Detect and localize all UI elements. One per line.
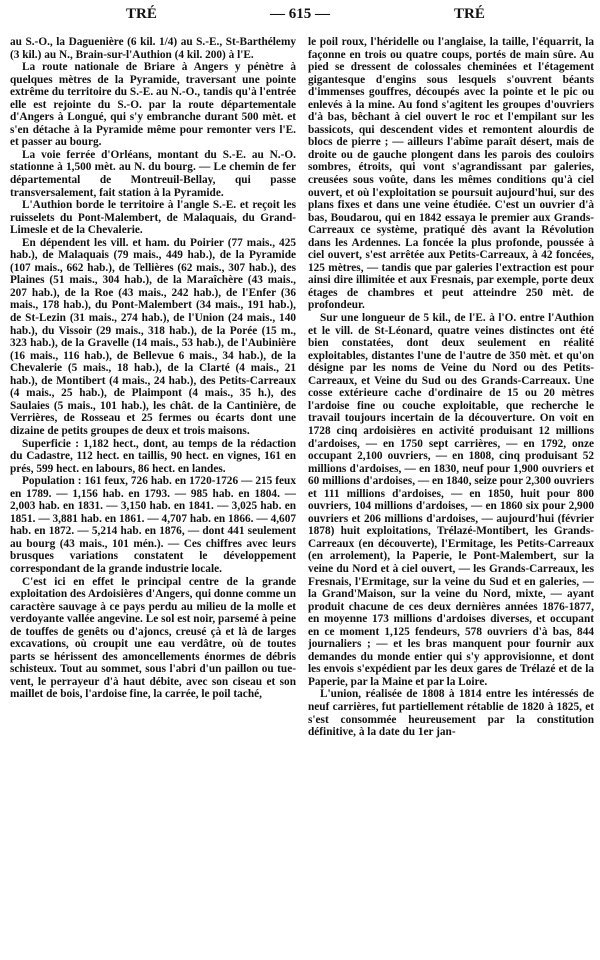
paragraph: L'Authion borde le territoire à l'angle S.-E. et reçoit les ruisselets du Pont-Malembert, de Malaquais, du Grand-Limesle et de la Chevalerie. bbox=[10, 199, 296, 237]
left-column bbox=[10, 36, 296, 956]
page-number: — 615 — bbox=[270, 6, 330, 22]
paragraph: au S.-O., la Daguenière (6 kil. 1/4) au S.-E., St-Barthélemy (3 kil.) au N., Brain-sur-l'Authion (4 kil. 200) à l'E. bbox=[10, 36, 296, 61]
page-header bbox=[0, 4, 600, 28]
paragraph: La route nationale de Briare à Angers y pénètre à quelques mètres de la Pyramide, traversant une pointe extrême du territoire du S.-E. au N.-O., tandis qu'à l'entrée elle est rejointe du S.-O. par la route départementale d'Angers à Longué, qui s'y embranche durant 500 mèt. et s'en détache à la Pyramide même pour remonter vers l'E. et passer au bourg. bbox=[10, 61, 296, 149]
paragraph: le poil roux, l'héridelle ou l'anglaise, la taille, l'équarrit, la façonne en trois ou quatre coups, portés de main sûre. Au pied se dressent de colossales cheminées et l'étagement gigantesque d'engins sous lesquels s'ouvrent béants d'immenses gouffres, découpés avec la pointe et le pic ou enlevés à la mine. Au fond s'agitent les groupes d'ouvriers d'à bas, bêchant à ciel ouvert le roc et l'empilant sur les bassicots, qui descendent vides et remontent alourdis de blocs de pierre ; — ailleurs l'abîme paraît désert, mais de droite ou de gauche plongent dans les parois des couloirs sombres, étroits, qui vont s'agrandissant par galeries, creusées sous voûte, dans les mêmes conditions qu'à ciel ouvert, et où l'exploitation se poursuit aujourd'hui, sur des plans fixes et dans une veine étudiée. C'est un ouvrier d'à bas, Boudarou, qui en 1842 essaya le premier aux Grands-Carreaux ce système, pratiqué dès avant la Révolution dans les Ardennes. La foncée la plus profonde, poussée à ciel ouvert, s'est arrêtée aux Petits-Carreaux, à 42 foncées, 125 mètres, — tandis que par galeries l'extraction est pour ainsi dire illimitée et aux Fresnais, par exemple, porte deux étages de chambres et peut atteindre 250 mèt. de profondeur. bbox=[308, 36, 594, 312]
running-head-left: TRÉ bbox=[126, 6, 157, 22]
paragraph: Sur une longueur de 5 kil., de l'E. à l'O. entre l'Authion et le vill. de St-Léonard, quatre veines distinctes ont été bien constatées, dont deux seulement en réalité exploitables, distantes l'une de l'autre de 350 mèt. et qu'on désigne par les noms de Veine du Nord ou des Petits-Carreaux, et Veine du Sud ou des Grands-Carreaux. Une cosse extérieure cache d'ordinaire de 15 ou 20 mètres l'ardoise fine ou couche exploitable, que recherche le travail toujours incertain de la découverture. On voit en 1728 cinq ardoisières en activité produisant 12 millions d'ardoises, — en 1750 sept carrières, — en 1792, onze occupant 2,100 ouvriers, — en 1808, cinq produisant 52 millions d'ardoises, — en 1830, neuf pour 1,900 ouvriers et 60 millions d'ardoises, — en 1840, seize pour 2,300 ouvriers et 111 millions d'ardoises, — en 1850, huit pour 800 ouvriers, 104 millions d'ardoises, — en 1860 six pour 2,900 ouvriers et 206 millions d'ardoises, — aujourd'hui (février 1878) huit exploitations, Trélazé-Montibert, les Grands-Carreaux (en découverte), l'Ermitage, les Petits-Carreaux (en arrolement), la Paperie, le Pont-Malembert, sur la veine du Nord et à ciel ouvert, — les Grands-Carreaux, les Fresnais, l'Ermitage, sur la veine du Sud et en galeries, — la Grand'Maison, sur la veine du Nord, mixte, — ayant produit chacune de ces deux dernières années 1876-1877, en moyenne 173 millions d'ardoises diverses, et occupant en ce moment 1,125 fendeurs, 578 ouvriers d'à bas, 844 journaliers ; — et les bras manquent pour fournir aux demandes du monde entier qui s'y approvisionne, et dont les envois s'expédient par les deux gares de Trélazé et de la Paperie, par la Maine et par la Loire. bbox=[308, 312, 594, 688]
paragraph: C'est ici en effet le principal centre de la grande exploitation des Ardoisières d'Angers, qui donne comme un caractère sauvage à ce pays perdu au milieu de la molle et verdoyante vallée angevine. Le sol est noir, parsemé à peine de touffes de genêts ou d'ajoncs, creusé çà et là de larges excavations, où croupit une eau verdâtre, où de toutes parts se hérissent des amoncellements énormes de débris schisteux. Tout au sommet, sous l'abri d'un paillon ou tue-vent, le perrayeur d'à haut débite, avec son ciseau et son maillet de bois, l'ardoise fine, la carrée, le poil taché, bbox=[10, 575, 296, 701]
paragraph: En dépendent les vill. et ham. du Poirier (77 mais., 425 hab.), de Malaquais (79 mais., 449 hab.), de la Pyramide (107 mais., 662 hab.), de Tellières (62 mais., 307 hab.), des Plaines (51 mais., 304 hab.), de la Maraîchère (43 mais., 207 hab.), de la Roe (43 mais., 242 hab.), de l'Enfer (36 mais., 178 hab.), du Pont-Malembert (34 mais., 191 hab.), de St-Lezin (31 mais., 274 hab.), de l'Union (24 mais., 140 hab.), du Vissoir (29 mais., 318 hab.), de la Porée (15 m., 323 hab.), de la Gravelle (14 mais., 53 hab.), de l'Aubinière (16 mais., 116 hab.), de Bellevue 6 mais., 34 hab.), de la Chevalerie (5 mais., 18 hab.), de la Clarté (4 mais., 21 hab.), de Montibert (4 mais., 24 hab.), des Petits-Carreaux (4 mais., 25 hab.), de Plaimpont (4 mais., 35 h.), des Saulaies (5 mais., 101 hab.), les chât. de la Cantinière, de Verrières, de Rosseau et 25 fermes ou écarts dont une dizaine de petits groupes de deux et trois maisons. bbox=[10, 236, 296, 437]
paragraph: La voie ferrée d'Orléans, montant du S.-E. au N.-O. stationne à 1,500 mèt. au N. du bourg. — Le chemin de fer départemental de Montreuil-Bellay, qui passe transversalement, fait station à la Pyramide. bbox=[10, 148, 296, 199]
paragraph: Population : 161 feux, 726 hab. en 1720-1726 — 215 feux en 1789. — 1,156 hab. en 1793. — 985 hab. en 1804. — 2,003 hab. en 1831. — 3,150 hab. en 1841. — 3,025 hab. en 1851. — 3,881 hab. en 1861. — 4,707 hab. en 1866. — 4,607 hab. en 1872. — 5,214 hab. en 1876, — dont 441 seulement au bourg (43 mais., 101 mén.). — Ces chiffres avec leurs brusques variations constatent le développement correspondant de la grande industrie locale. bbox=[10, 475, 296, 575]
paragraph: L'union, réalisée de 1808 à 1814 entre les intéressés de neuf carrières, fut partiellement rétablie de 1820 à 1825, et s'est consommée heureusement par la constitution définitive, à la date du 1er jan- bbox=[308, 688, 594, 739]
running-head-right: TRÉ bbox=[454, 6, 485, 22]
right-column bbox=[308, 36, 594, 956]
paragraph: Superficie : 1,182 hect., dont, au temps de la rédaction du Cadastre, 112 hect. en taillis, 90 hect. en vignes, 161 en prés, 599 hect. en labours, 86 hect. en landes. bbox=[10, 437, 296, 475]
